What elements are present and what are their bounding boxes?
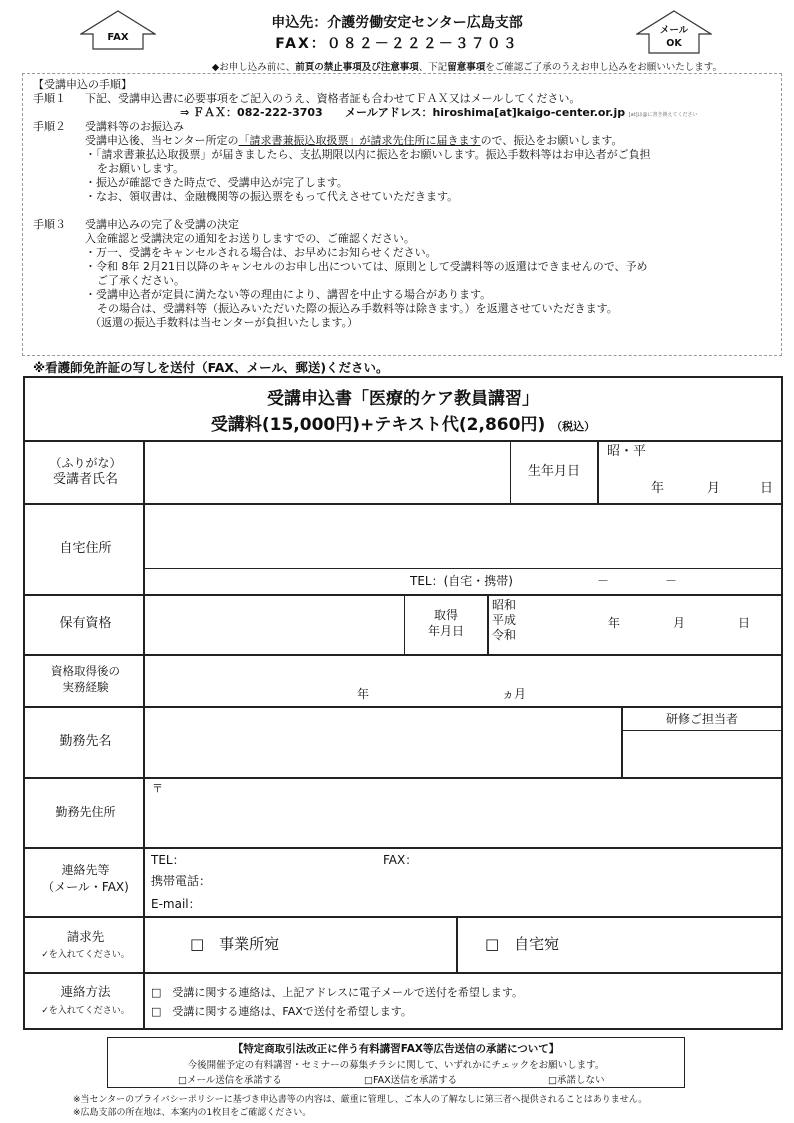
contact-method-label: 連絡方法 [60, 984, 111, 999]
form-fee-line [25, 410, 781, 435]
furigana-label: （ふりがな） [49, 456, 122, 470]
privacy-note: ※当センターのプライバシーポリシーに基づき申込書等の内容は、厳重に管理し、ご本人の了解なしに第三者へ提供されることはありません。 [73, 1095, 648, 1105]
note-suffix: をご確認ご了承のうえお申し込みをお願いいたします。 [485, 62, 722, 73]
experience-input[interactable] [145, 656, 781, 705]
tel-dash-2: － [665, 574, 678, 588]
contact-fax-input[interactable] [423, 850, 773, 868]
step3-line5: ・受講申込者が定員に満たない等の理由により、講習を中止する場合があります。 [85, 288, 492, 301]
billing-label: 請求先 [66, 929, 105, 944]
workplace-address-label: 勤務先住所 [55, 805, 116, 819]
contact-label-1: 連絡先等 [61, 863, 110, 877]
form-title: 受講申込書「医療的ケア教員講習」 [267, 389, 539, 409]
era-reiwa: 令和 [492, 628, 517, 642]
birth-month-unit: 月 [707, 481, 721, 496]
contact-tel-label: TEL： [151, 853, 185, 867]
qualification-input[interactable] [145, 596, 403, 653]
tel-label: TEL：(自宅・携帯) [410, 574, 513, 588]
acquired-year-unit: 年 [608, 616, 621, 630]
contact-method-fax-checkbox[interactable]: □ 受講に関する連絡は、FAXで送付を希望します。 [151, 1005, 412, 1018]
billing-check-hint: ✓を入れてください。 [41, 950, 130, 960]
acquired-label-2: 年月日 [427, 624, 464, 638]
form-fee: 受講料(15,000円)+テキスト代(2,860円) [210, 415, 546, 435]
workplace-address-input[interactable] [145, 779, 781, 846]
step2-title: 受講料等のお振込み [85, 120, 184, 133]
step1-fax: ⇒ ＦＡＸ：082-222-3703 [180, 106, 323, 119]
step2-line1-post: ので、振込をお願いします。 [480, 134, 623, 147]
location-note: ※広島支部の所在地は、本案内の1枚目をご確認ください。 [73, 1108, 312, 1118]
step2-label: 手順２ [33, 120, 66, 133]
consent-none-checkbox[interactable]: □承諾しない [548, 1075, 605, 1086]
procedure-title: 【受講申込の手順】 [33, 78, 132, 91]
birth-era: 昭・平 [607, 444, 647, 459]
consent-subtitle: 今後開催予定の有料講習・セミナーの募集チラシに関して、いずれかにチェックをお願いします。 [187, 1060, 605, 1071]
divider [456, 916, 458, 972]
contact-fax-label: FAX： [383, 853, 418, 867]
step1-text: 下記、受講申込書に必要事項をご記入のうえ、資格者証も合わせてＦＡＸ又はメールしてください。 [85, 92, 581, 105]
step2-line4: ・振込が確認できた時点で、受講申込が完了します。 [85, 176, 348, 189]
step2-line1-underlined: 「請求書兼振込取扱票」が請求先住所に届きます [238, 134, 481, 147]
workplace-input[interactable] [145, 708, 620, 776]
contact-method-check-hint: ✓を入れてください。 [41, 1006, 130, 1016]
step2-line3: をお願いします。 [97, 162, 185, 175]
experience-month-unit: ヵ月 [502, 687, 527, 701]
experience-label-1: 資格取得後の [51, 664, 120, 678]
step1-mail: メールアドレス：hiroshima[at]kaigo-center.or.jp [345, 106, 626, 119]
contact-email-input[interactable] [210, 893, 773, 911]
consent-fax-checkbox[interactable]: □FAX送信を承諾する [364, 1075, 458, 1086]
step3-title: 受講申込みの完了＆受講の決定 [85, 218, 239, 231]
step3-line6: その場合は、受講料等（振込みいただいた際の振込み手数料等は除きます。）を返還させていただきます。 [97, 302, 618, 315]
experience-year-unit: 年 [357, 687, 370, 701]
experience-label-2: 実務経験 [62, 680, 109, 694]
acquired-day-unit: 日 [738, 616, 751, 630]
step3-line7: （返還の振込手数料は当センターが負担いたします。） [90, 316, 359, 329]
contact-method-email-checkbox[interactable]: □ 受講に関する連絡は、上記アドレスに電子メールで送付を希望します。 [151, 986, 523, 999]
contact-tel-input[interactable] [195, 850, 375, 868]
mail-arrow-label-2: OK [666, 38, 682, 49]
era-heisei: 平成 [492, 613, 517, 627]
step3-line4: ご了承ください。 [97, 274, 185, 287]
step3-line1: 入金確認と受講決定の通知をお送りしますでの、ご確認ください。 [85, 232, 415, 245]
destination-title: 申込先：介護労働安定センター広島支部 [271, 15, 523, 31]
pre-application-note [0, 59, 794, 73]
contact-label-2: （メール・FAX) [42, 880, 129, 894]
address-input[interactable] [145, 505, 781, 567]
address-label: 自宅住所 [59, 541, 112, 556]
application-form [23, 376, 783, 1030]
trainer-input[interactable] [623, 732, 781, 776]
billing-home-checkbox[interactable]: □ 自宅宛 [485, 935, 560, 953]
name-label: 受講者氏名 [52, 472, 118, 487]
contact-mobile-input[interactable] [220, 871, 773, 889]
step3-line3: ・令和 8年 2月21日以降のキャンセルのお申し出については、原則として受講料等の返還はできませんので、予め [85, 260, 648, 273]
step2-line1-pre: 受講申込後、当センター所定の [85, 134, 239, 147]
fax-number: FAX：０８２－２２２－３７０３ [275, 36, 519, 52]
era-showa: 昭和 [492, 598, 517, 612]
birth-label: 生年月日 [527, 464, 580, 479]
mail-arrow-label-1: メール [659, 25, 689, 36]
birth-day-unit: 日 [760, 481, 774, 496]
acquired-label-1: 取得 [433, 608, 458, 622]
postal-mark: 〒 [152, 782, 163, 795]
consent-mail-checkbox[interactable]: □メール送信を承諾する [178, 1075, 282, 1086]
qualification-label: 保有資格 [59, 616, 112, 631]
step2-line2: ・「請求書兼払込取扱票」が届きましたら、支払期限以内に振込をお願いします。振込手数料等はお申込者がご負担 [85, 148, 651, 161]
form-tax-note: （税込） [551, 420, 596, 433]
trainer-label: 研修ご担当者 [665, 712, 738, 726]
note-mid: 、下記 [418, 62, 448, 73]
step2-line5: ・なお、領収書は、金融機関等の振込票をもって代えさせていただきます。 [85, 190, 459, 203]
note-bold-1: 前頁の禁止事項及び注意事項 [295, 62, 419, 73]
divider [25, 916, 781, 918]
name-input[interactable] [145, 442, 509, 502]
divider [25, 594, 781, 596]
note-bold-2: 留意事項 [447, 62, 486, 73]
step1-mail-note: [at]は@に書き換えてください [628, 112, 698, 118]
contact-mobile-label: 携帯電話： [151, 874, 212, 888]
step3-line2: ・万一、受講をキャンセルされる場合は、お早めにお知らせください。 [85, 246, 437, 259]
fax-arrow-label: FAX [107, 32, 129, 43]
step3-label: 手順３ [33, 218, 66, 231]
ad-consent-box [107, 1037, 685, 1088]
divider [487, 594, 489, 654]
note-prefix: ◆お申し込み前に、 [211, 62, 296, 73]
step1-label: 手順１ [33, 92, 66, 105]
contact-email-label: E-mail： [151, 897, 201, 911]
workplace-label: 勤務先名 [59, 734, 112, 749]
divider [25, 972, 781, 974]
birth-year-unit: 年 [651, 481, 665, 496]
billing-office-checkbox[interactable]: □ 事業所宛 [190, 935, 280, 953]
divider [25, 847, 781, 849]
acquired-month-unit: 月 [673, 616, 686, 630]
divider [621, 730, 781, 731]
nurse-license-note: ※看護師免許証の写しを送付（FAX、メール、郵送)ください。 [33, 360, 389, 375]
step2-line1 [85, 134, 622, 148]
tel-dash-1: － [597, 574, 610, 588]
consent-title: 【特定商取引法改正に伴う有料講習FAX等広告送信の承諾について】 [232, 1043, 560, 1055]
divider [144, 568, 781, 569]
